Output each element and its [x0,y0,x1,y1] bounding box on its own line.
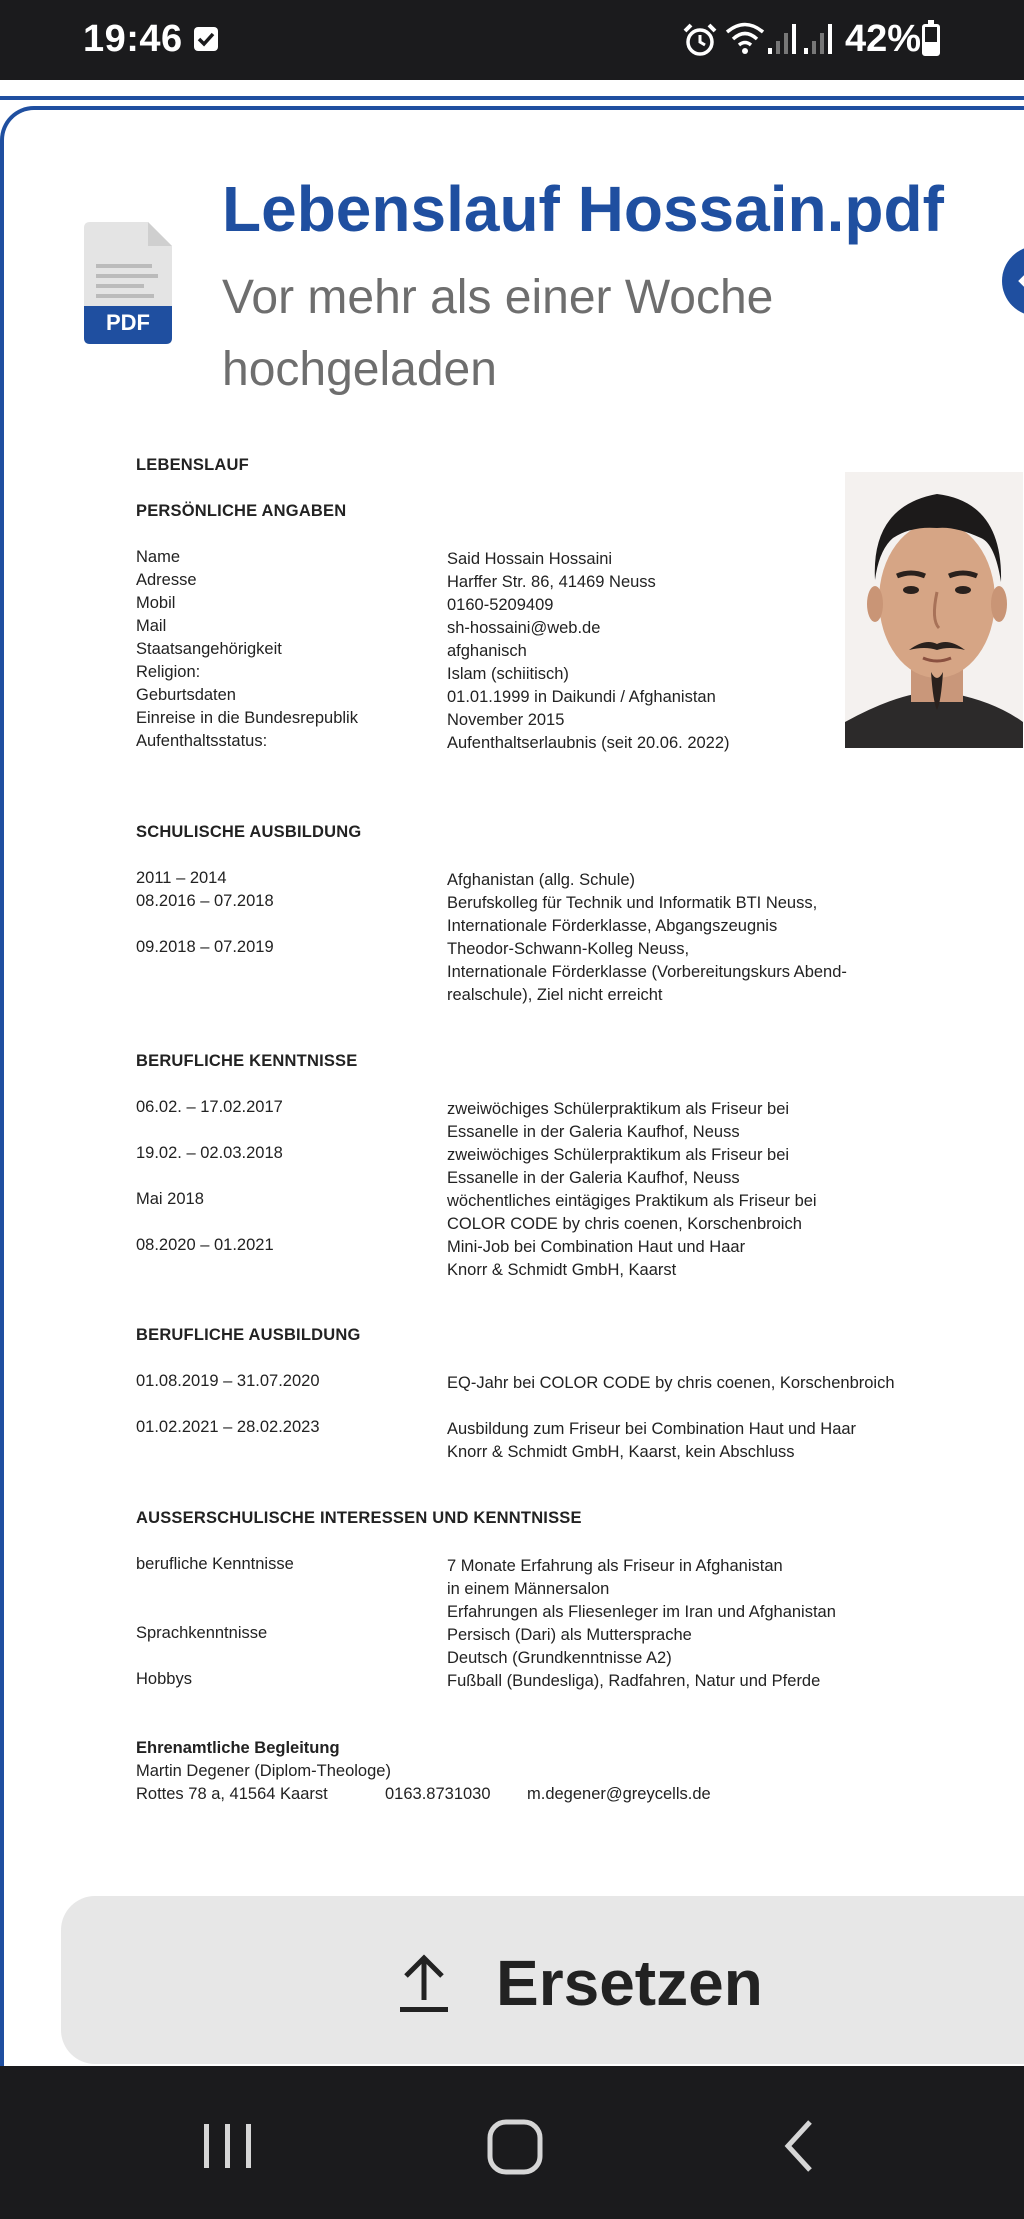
cv-row-label: Sprachkenntnisse [136,1624,268,1642]
cv-row-value: sh-hossaini@web.de [447,619,601,637]
cv-row-label: 06.02. – 17.02.2017 [136,1098,283,1116]
cv-row-label: Staatsangehörigkeit [136,640,282,658]
cv-row-value: zweiwöchiges Schülerpraktikum als Friseur bei Essanelle in der Galeria Kaufhof, Neuss [447,1146,790,1187]
cv-row-value: Fußball (Bundesliga), Radfahren, Natur und Pferde [447,1672,821,1690]
cv-row-label: Mobil [136,594,176,612]
section-heading-school: SCHULISCHE AUSBILDUNG [136,823,362,841]
cv-row-value: 0160-5209409 [447,596,554,614]
file-name: Lebenslauf Hossain.pdf [222,173,944,245]
replace-button[interactable] [61,1896,1024,2064]
cv-row-value: zweiwöchiges Schülerpraktikum als Friseur bei Essanelle in der Galeria Kaufhof, Neuss [447,1100,790,1141]
cv-row-label: 01.02.2021 – 28.02.2023 [136,1418,320,1436]
upload-time: Vor mehr als einer Woche hochgeladen [222,271,774,396]
cv-row-value: Afghanistan (allg. Schule) [447,871,636,889]
section-heading-skills: BERUFLICHE KENNTNISSE [136,1052,358,1070]
cv-row-value: Harffer Str. 86, 41469 Neuss [447,573,656,591]
pdf-icon-label: PDF [106,310,150,335]
cv-row-label: 09.2018 – 07.2019 [136,938,274,956]
upload-icon [396,1952,452,2019]
cv-row-label: Religion: [136,663,201,681]
cv-row-label: Hobbys [136,1670,192,1688]
cv-row-label: Einreise in die Bundesrepublik [136,709,358,727]
cv-row-label: Mail [136,617,167,635]
cv-row-value: Mini-Job bei Combination Haut und Haar Knorr & Schmidt GmbH, Kaarst [447,1238,746,1279]
volunteer-address: Rottes 78 a, 41564 Kaarst [136,1785,328,1803]
cv-title: LEBENSLAUF [136,456,249,474]
home-icon[interactable] [486,2116,546,2181]
cv-row-value: Persisch (Dari) als Muttersprache Deutsch (Grundkenntnisse A2) [447,1626,692,1667]
cv-row-value: Said Hossain Hossaini [447,550,613,568]
cv-row-label: berufliche Kenntnisse [136,1555,294,1573]
portrait-photo [845,472,1023,748]
section-heading-interests: AUSSERSCHULISCHE INTERESSEN UND KENNTNISSE [136,1509,582,1527]
cv-row-value: afghanisch [447,642,527,660]
cv-row-label: 08.2020 – 01.2021 [136,1236,274,1254]
cv-row-value: Aufenthaltserlaubnis (seit 20.06. 2022) [447,734,730,752]
cv-row-label: 2011 – 2014 [136,869,227,887]
volunteer-email: m.degener@greycells.de [527,1785,711,1803]
cv-row-label: Mai 2018 [136,1190,204,1208]
cv-row-value: November 2015 [447,711,565,729]
cv-row-value: Islam (schiitisch) [447,665,569,683]
cv-row-label: 19.02. – 02.03.2018 [136,1144,283,1162]
cv-row-value: EQ-Jahr bei COLOR CODE by chris coenen, Korschenbroich [447,1374,895,1392]
recent-apps-icon[interactable] [200,2116,256,2181]
cv-row-label: Aufenthaltsstatus: [136,732,268,750]
replace-button-label: Ersetzen [496,1947,763,2019]
cv-row-value: Theodor-Schwann-Kolleg Neuss, Internationale Förderklasse (Vorbereitungskurs Abend- realschule), Ziel nicht erreicht [447,940,847,1004]
volunteer-phone: 0163.8731030 [385,1785,491,1803]
cv-row-value: 01.01.1999 in Daikundi / Afghanistan [447,688,716,706]
cv-row-label: Geburtsdaten [136,686,236,704]
cv-row-value: wöchentliches eintägiges Praktikum als Friseur bei COLOR CODE by chris coenen, Korschenbroich [447,1192,817,1233]
cv-row-value: Ausbildung zum Friseur bei Combination Haut und Haar Knorr & Schmidt GmbH, Kaarst, kein Abschluss [447,1420,857,1461]
cv-row-label: Adresse [136,571,197,589]
back-icon[interactable] [780,2116,820,2181]
cv-row-label: 01.08.2019 – 31.07.2020 [136,1372,320,1390]
cv-row-label: Name [136,548,181,566]
cv-row-label: 08.2016 – 07.2018 [136,892,274,910]
battery-percent: 42% [845,18,922,60]
document-preview: LEBENSLAUF PERSÖNLICHE ANGABEN Name Said Hossain Hossaini Adresse Harffer Str. 86, 41469 Neuss Mobil 0160-5209409 Mail sh-hossaini@web.de Staatsangehörigkeit afghanisch Religion: Islam (schiitisch) Geburtsdaten 01.01.1999 in Daikundi / Afghanistan Einreise in die Bundesrepublik November 2015 Aufenthaltsstatus: Aufenthaltserlaubnis (seit 20.06. 2022) SCHULISCHE AUSBILDUNG 2011 – 2014 Afghanistan (allg. Schule) 08.2016 – 07.2018 Berufskolleg für Technik und Informatik BTI Neuss, Internationale Förderklasse, Abgangszeugnis 09.2018 – 07.2019 Theodor-Schwann-Kolleg Neuss, Internationale Förderklasse (Vorbereitungskurs Abend- realschule), Ziel nicht erreicht BERUFLICHE KENNTNISSE 06.02. – 17.02.2017 zweiwöchiges Schülerpraktikum als Friseur bei Essanelle in der Galeria Kaufhof, Neuss 19.02. – 02.03.2018 zweiwöchiges Schülerpraktikum als Friseur bei Essanelle in der Galeria Kaufhof, Neuss Mai 2018 wöchentliches eintägiges Praktikum als Friseur bei COLOR CODE by chris coenen, Korschenbroich 08.2020 – 01.2021 Mini-Job bei Combination Haut und Haar Knorr & Schmidt GmbH, Kaarst BERUFLICHE AUSBILDUNG 01.08.2019 – 31.07.2020 EQ-Jahr bei COLOR CODE by chris coenen, Korschenbroich 01.02.2021 – 28.02.2023 Ausbildung zum Friseur bei Combination Haut und Haar Knorr & Schmidt GmbH, Kaarst, kein Abschluss AUSSERSCHULISCHE INTERESSEN UND KENNTNISSE berufliche Kenntnisse 7 Monate Erfahrung als Friseur in Afghanistan in einem Männersalon Erfahrungen als Fliesenleger im Iran und Afghanistan Sprachkenntnisse Persisch (Dari) als Muttersprache Deutsch (Grundkenntnisse A2) Hobbys Fußball (Bundesliga), Radfahren, Natur und Pferde Ehrenamtliche Begleitung Martin Degener (Diplom-Theologe) Rottes 78 a, 41564 Kaarst 0163.8731030 m.degener@greycells.de [0,0,1024,2219]
section-heading-personal: PERSÖNLICHE ANGABEN [136,502,347,520]
status-time: 19:46 [83,18,183,60]
section-heading-training: BERUFLICHE AUSBILDUNG [136,1326,361,1344]
cv-row-value: Berufskolleg für Technik und Informatik BTI Neuss, Internationale Förderklasse, Abgangszeugnis [447,894,818,935]
cv-row-value: 7 Monate Erfahrung als Friseur in Afghanistan in einem Männersalon Erfahrungen als Fliesenleger im Iran und Afghanistan [447,1557,836,1621]
